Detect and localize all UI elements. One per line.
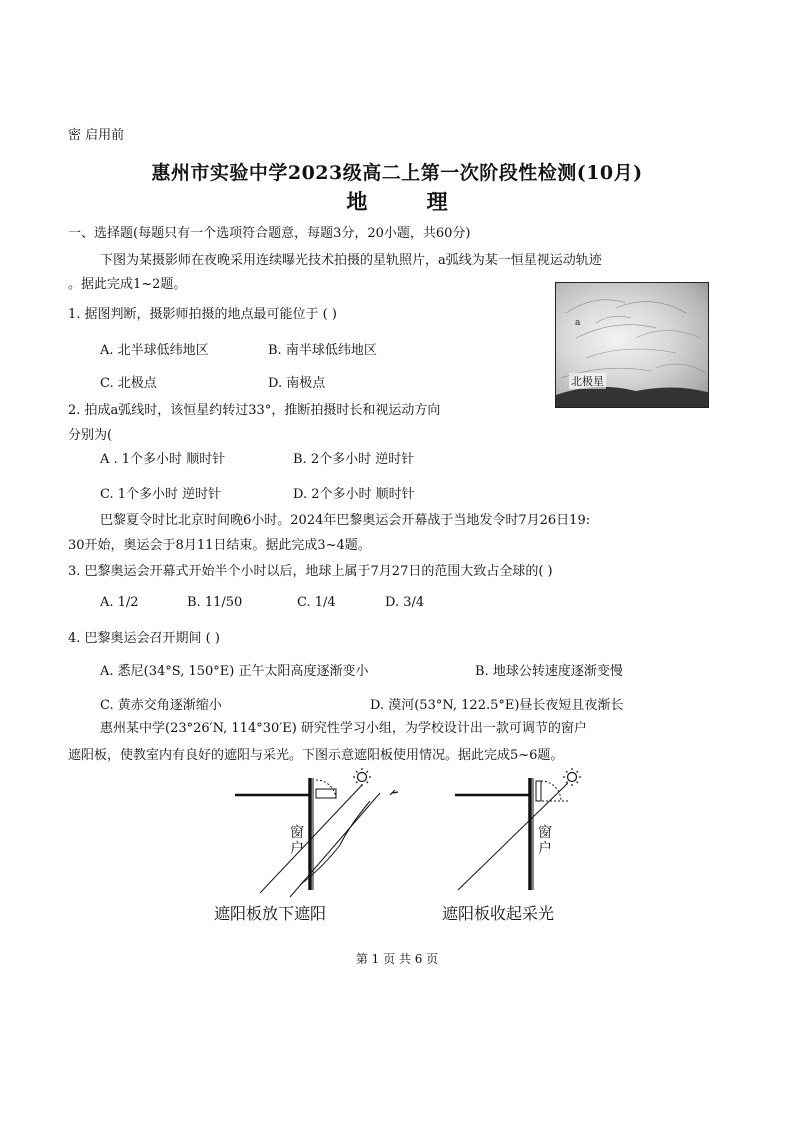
intro-1-line-2: 。据此完成1~2题。 [68,277,187,292]
exam-title: 惠州市实验中学2023级高二上第一次阶段性检测(10月) [151,162,643,184]
q4-option-c: C. 黄赤交角逐渐缩小 [100,698,222,713]
diagram-shade-down [214,765,410,930]
intro-2-line-2: 30开始，奥运会于8月11日结束。据此完成3~4题。 [68,538,371,553]
q4-option-b: B. 地球公转速度逐渐变慢 [475,664,623,679]
q1-option-a: A. 北半球低纬地区 [100,343,209,358]
section-heading: 一、选择题(每题只有一个选项符合题意，每题3分，20小题，共60分) [68,226,471,241]
question-2-stem-line-1: 2. 拍成a弧线时，该恒星约转过33°，推断拍摄时长和视运动方向 [68,403,441,418]
q4-option-d: D. 漠河(53°N, 122.5°E)昼长夜短且夜渐长 [370,698,624,713]
photo-label-polaris: 北极星 [571,375,604,388]
svg-text:a: a [575,318,581,328]
confidential-mark: 密 启用前 [68,128,125,143]
q2-option-c: C. 1个多小时 逆时针 [100,487,222,502]
question-3-stem: 3. 巴黎奥运会开幕式开始半个小时以后，地球上属于7月27日的范围大致占全球的( ) [68,564,553,579]
intro-2-line-1: 巴黎夏令时比北京时间晚6小时。2024年巴黎奥运会开幕战于当地发令时7月26日19: [100,513,591,528]
intro-1-line-1: 下图为某摄影师在夜晚采用连续曝光技术拍摄的星轨照片，a弧线为某一恒星视运动轨迹 [100,253,602,268]
caption-shade-up: 遮阳板收起采光 [442,904,555,923]
intro-3-line-1: 惠州某中学(23°26′N, 114°30′E) 研究性学习小组，为学校设计出一款可调节的窗户 [100,721,587,736]
q2-option-a: A . 1个多小时 顺时针 [100,452,226,467]
q3-option-d: D. 3/4 [385,595,425,610]
q4-option-a: A. 悉尼(34°S, 150°E) 正午太阳高度逐渐变小 [100,664,369,679]
caption-shade-down: 遮阳板放下遮阳 [214,904,327,923]
window-label-left: 窗户 [290,825,304,857]
diagram-shade-up-drawing [450,765,610,900]
question-4-stem: 4. 巴黎奥运会召开期间 ( ) [68,631,220,646]
question-2-stem-line-2: 分别为( [68,428,113,443]
diagram-shade-up [442,765,610,930]
q1-option-d: D. 南极点 [268,376,326,391]
q3-option-b: B. 11/50 [187,595,243,610]
q1-option-c: C. 北极点 [100,376,157,391]
intro-3-line-2: 遮阳板，使教室内有良好的遮阳与采光。下图示意遮阳板使用情况。据此完成5~6题。 [68,748,564,763]
q2-option-b: B. 2个多小时 逆时针 [293,452,415,467]
star-trail-photo [555,282,709,408]
q2-option-d: D. 2个多小时 顺时针 [293,487,415,502]
q1-option-b: B. 南半球低纬地区 [268,343,377,358]
window-label-right: 窗户 [538,825,552,857]
page-footer: 第 1 页 共 6 页 [355,952,439,966]
q3-option-c: C. 1/4 [297,595,336,610]
subject-title: 地 理 [346,189,474,214]
diagram-shade-down-drawing [230,765,410,900]
question-1-stem: 1. 据图判断，摄影师拍摄的地点最可能位于 ( ) [68,307,337,322]
q3-option-a: A. 1/2 [100,595,139,610]
